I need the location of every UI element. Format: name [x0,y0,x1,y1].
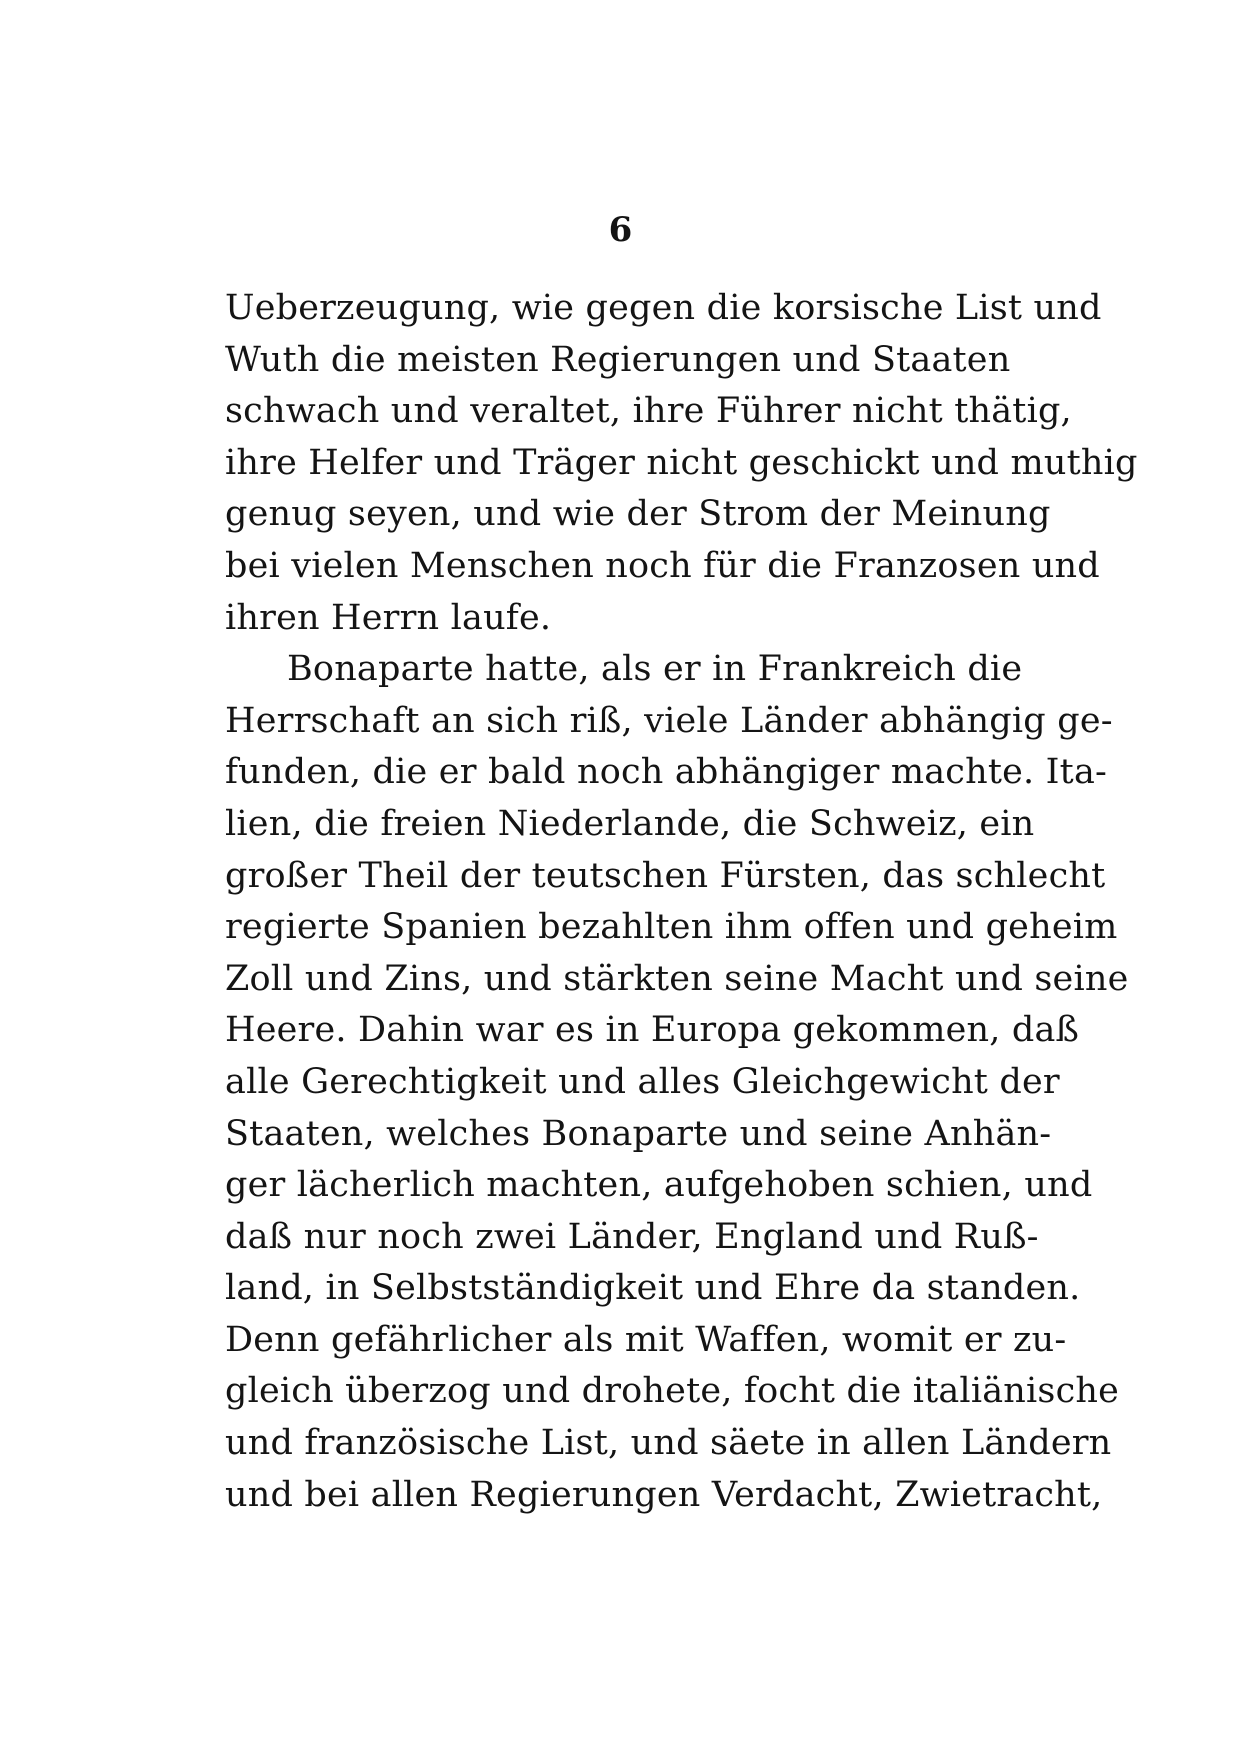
text-line: bei vielen Menschen noch für die Franzosen und [225,545,1100,586]
text-line: und französische List, und säete in allen Ländern [225,1423,1112,1464]
text-line: land, in Selbstständigkeit und Ehre da standen. [225,1268,1081,1309]
text-line: gleich überzog und drohete, focht die italiänische [225,1371,1120,1412]
text-line: daß nur noch zwei Länder, England und Ruß- [225,1216,1039,1257]
text-line: regierte Spanien bezahlten ihm offen und geheim [225,907,1118,948]
text-line: Ueberzeugung, wie gegen die korsische List und [225,288,1102,328]
text-line: lien, die freien Niederlande, die Schweiz, ein [225,803,1035,844]
text-line: alle Gerechtigkeit und alles Gleichgewicht der [225,1061,1060,1102]
text-line: großer Theil der teutschen Fürsten, das schlecht [225,855,1106,896]
text-line: genug seyen, und wie der Strom der Meinung [225,494,1051,535]
text-line: ihren Herrn laufe. [225,597,552,638]
text-line: funden, die er bald noch abhängiger machte. Ita- [225,752,1108,793]
text-line: ihre Helfer und Träger nicht geschickt und muthig [225,442,1138,483]
text-line: Denn gefährlicher als mit Waffen, womit er zu- [225,1319,1067,1360]
text-line: Bonaparte hatte, als er in Frankreich die [287,649,1023,690]
body-text [225,283,1138,1521]
text-line: schwach und veraltet, ihre Führer nicht thätig, [225,391,1072,432]
text-line: und bei allen Regierungen Verdacht, Zwietracht, [225,1474,1103,1515]
text-line: ger lächerlich machten, aufgehoben schien, und [225,1165,1093,1206]
text-line: Zoll und Zins, und stärkten seine Macht und seine [225,958,1129,999]
page-number: 6 [608,210,633,250]
text-line: Staaten, welches Bonaparte und seine Anhän- [225,1113,1052,1154]
text-line: Wuth die meisten Regierungen und Staaten [225,339,1011,380]
text-line: Heere. Dahin war es in Europa gekommen, daß [225,1010,1080,1051]
text-line: Herrschaft an sich riß, viele Länder abhängig ge- [225,700,1113,741]
